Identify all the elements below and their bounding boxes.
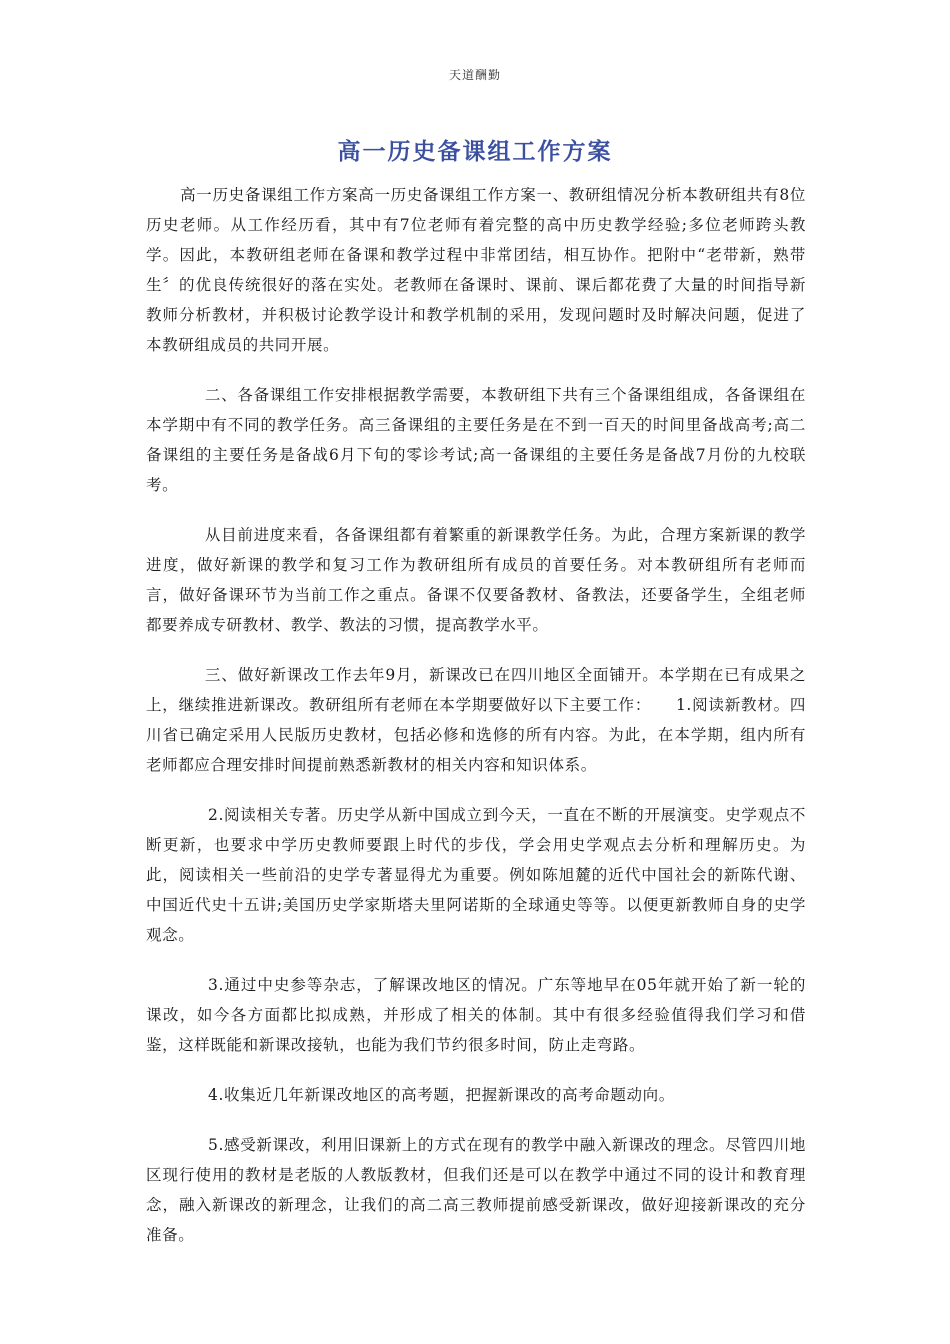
paragraph-intro: 高一历史备课组工作方案高一历史备课组工作方案一、教研组情况分析本教研组共有8位历史老师。从工作经历看，其中有7位老师有着完整的高中历史教学经验;多位老师跨头教学。因此，本教研组老师在备课和教学过程中非常团结，相互协作。把附中“老带新，熟带生〞的优良传统很好的落在实处。老教师在备课时、课前、课后都花费了大量的时间指导新教师分析教材，并积极讨论教学设计和教学机制的采用，发现问题时及时解决问题，促进了本教研组成员的共同开展。 — [146, 186, 806, 354]
paragraph-progress: 从目前进度来看，各备课组都有着繁重的新课教学任务。为此，合理方案新课的教学进度，做好新课的教学和复习工作为教研组所有成员的首要任务。对本教研组所有老师而言，做好备课环节为当前工作之重点。备课不仅要备教材、备教法，还要备学生，全组老师都要养成专研教材、教学、教法的习惯，提高教学水平。 — [146, 526, 806, 634]
paragraph-section-two: 二、各备课组工作安排根据教学需要，本教研组下共有三个备课组组成，各备课组在本学期中有不同的教学任务。高三备课组的主要任务是在不到一百天的时间里备战高考;高二备课组的主要任务是备战6月下旬的零诊考试;高一备课组的主要任务是备战7月份的九校联考。 — [146, 386, 806, 494]
document-title: 高一历史备课组工作方案 — [337, 139, 613, 165]
paragraph-section-three: 三、做好新课改工作去年9月，新课改已在四川地区全面铺开。本学期在已有成果之上，继续推进新课改。教研组所有老师在本学期要做好以下主要工作： 1.阅读新教材。四川省已确定采用人民版历史教材，包括必修和选修的所有内容。为此，在本学期，组内所有老师都应合理安排时间提前熟悉新教材的相关内容和知识体系。 — [146, 666, 806, 774]
paragraph-item-4: 4.收集近几年新课改地区的高考题，把握新课改的高考命题动向。 — [208, 1086, 675, 1104]
document-body — [146, 180, 806, 1270]
paragraph-item-2: 2.阅读相关专著。历史学从新中国成立到今天，一直在不断的开展演变。史学观点不断更新，也要求中学历史教师要跟上时代的步伐，学会用史学观点去分析和理解历史。为此，阅读相关一些前沿的史学专著显得尤为重要。例如陈旭麓的近代中国社会的新陈代谢、中国近代史十五讲;美国历史学家斯塔夫里阿诺斯的全球通史等等。以便更新教师自身的史学观念。 — [146, 806, 806, 944]
page-header: 天道酬勤 — [448, 68, 501, 82]
paragraph-item-5: 5.感受新课改，利用旧课新上的方式在现有的教学中融入新课改的理念。尽管四川地区现行使用的教材是老版的人教版教材，但我们还是可以在教学中通过不同的设计和教育理念，融入新课改的新理念，让我们的高二高三教师提前感受新课改，做好迎接新课改的充分准备。 — [146, 1136, 806, 1244]
paragraph-item-3: 3.通过中史参等杂志，了解课改地区的情况。广东等地早在05年就开始了新一轮的课改，如今各方面都比拟成熟，并形成了相关的体制。其中有很多经验值得我们学习和借鉴，这样既能和新课改接轨，也能为我们节约很多时间，防止走弯路。 — [146, 976, 806, 1054]
